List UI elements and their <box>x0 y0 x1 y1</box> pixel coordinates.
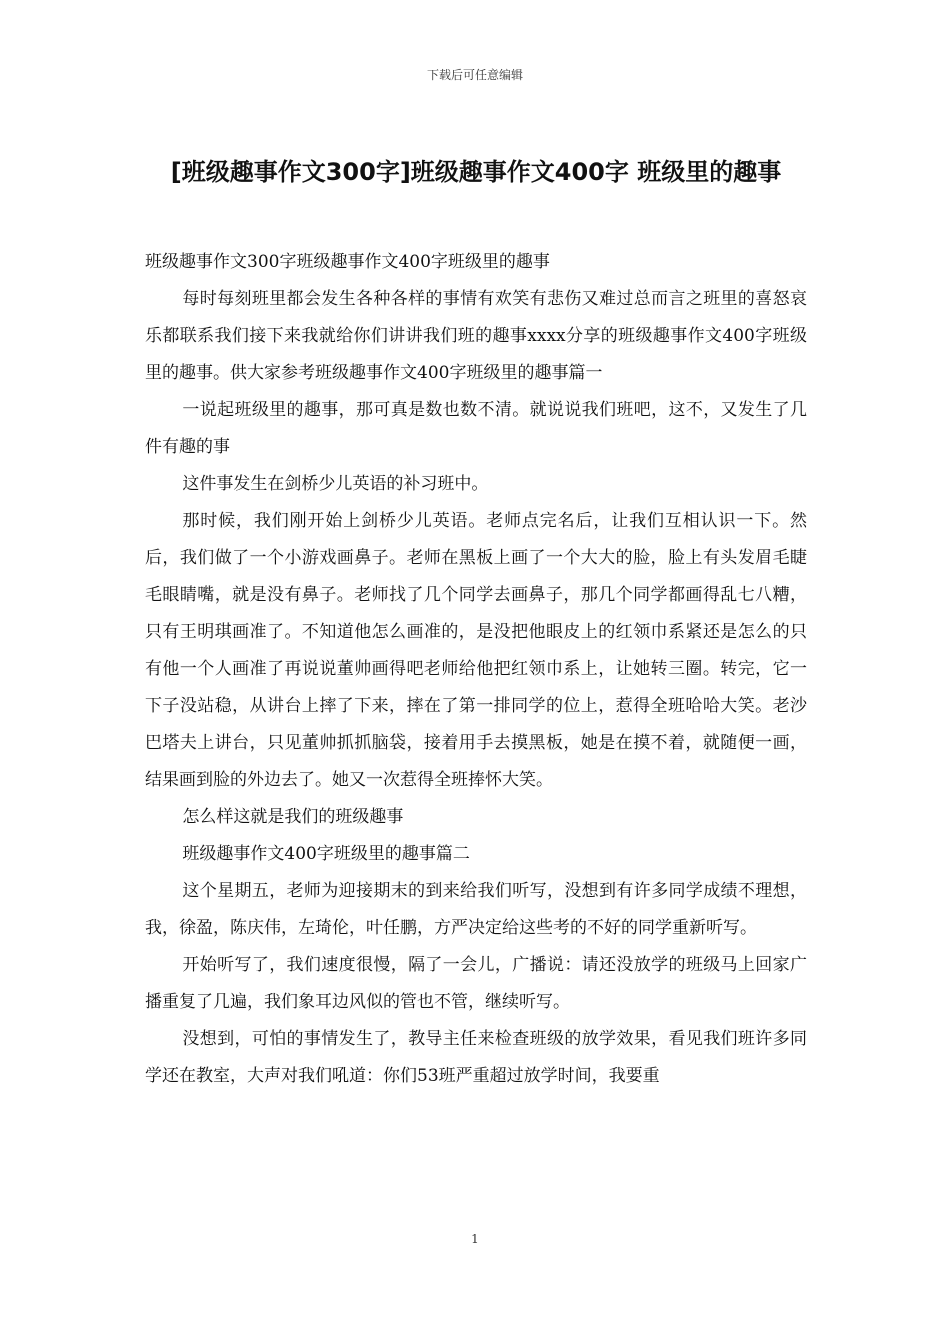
page-number: 1 <box>471 1232 479 1246</box>
paragraph: 这个星期五，老师为迎接期末的到来给我们听写，没想到有许多同学成绩不理想，我，徐盈，陈庆伟，左琦伦，叶任鹏，方严决定给这些考的不好的同学重新听写。 <box>145 881 807 938</box>
paragraph: 每时每刻班里都会发生各种各样的事情有欢笑有悲伤又难过总而言之班里的喜怒哀乐都联系我们接下来我就给你们讲讲我们班的趣事xxxx分享的班级趣事作文400字班级里的趣事。供大家参考班级趣事作文400字班级里的趣事篇一 <box>145 289 807 383</box>
paragraph: 那时候，我们刚开始上剑桥少儿英语。老师点完名后，让我们互相认识一下。然后，我们做了一个小游戏画鼻子。老师在黑板上画了一个大大的脸，脸上有头发眉毛睫毛眼睛嘴，就是没有鼻子。老师找了几个同学去画鼻子，那几个同学都画得乱七八糟，只有王明琪画准了。不知道他怎么画准的，是没把他眼皮上的红领巾系紧还是怎么的只有他一个人画准了再说说董帅画得吧老师给他把红领巾系上，让她转三圈。转完，它一下子没站稳，从讲台上摔了下来，摔在了第一排同学的位上，惹得全班哈哈大笑。老沙巴塔夫上讲台，只见董帅抓抓脑袋，接着用手去摸黑板，她是在摸不着，就随便一画，结果画到脸的外边去了。她又一次惹得全班捧怀大笑。 <box>145 511 807 790</box>
paragraph: 怎么样这就是我们的班级趣事 <box>182 807 404 827</box>
paragraph: 开始听写了，我们速度很慢，隔了一会儿，广播说：请还没放学的班级马上回家广播重复了几遍，我们象耳边风似的管也不管，继续听写。 <box>145 955 807 1012</box>
document-subtitle: 班级趣事作文300字班级趣事作文400字班级里的趣事 <box>145 252 550 272</box>
paragraph: 一说起班级里的趣事，那可真是数也数不清。就说说我们班吧，这不，又发生了几件有趣的事 <box>145 400 807 457</box>
document-title: [班级趣事作文300字]班级趣事作文400字 班级里的趣事 <box>170 158 782 186</box>
paragraph: 没想到，可怕的事情发生了，教导主任来检查班级的放学效果，看见我们班许多同学还在教室，大声对我们吼道：你们53班严重超过放学时间，我要重 <box>145 1029 807 1086</box>
document-body <box>145 244 807 1095</box>
header-note: 下载后可任意编辑 <box>426 68 523 82</box>
section-heading: 班级趣事作文400字班级里的趣事篇二 <box>182 844 470 864</box>
paragraph: 这件事发生在剑桥少儿英语的补习班中。 <box>182 474 489 494</box>
